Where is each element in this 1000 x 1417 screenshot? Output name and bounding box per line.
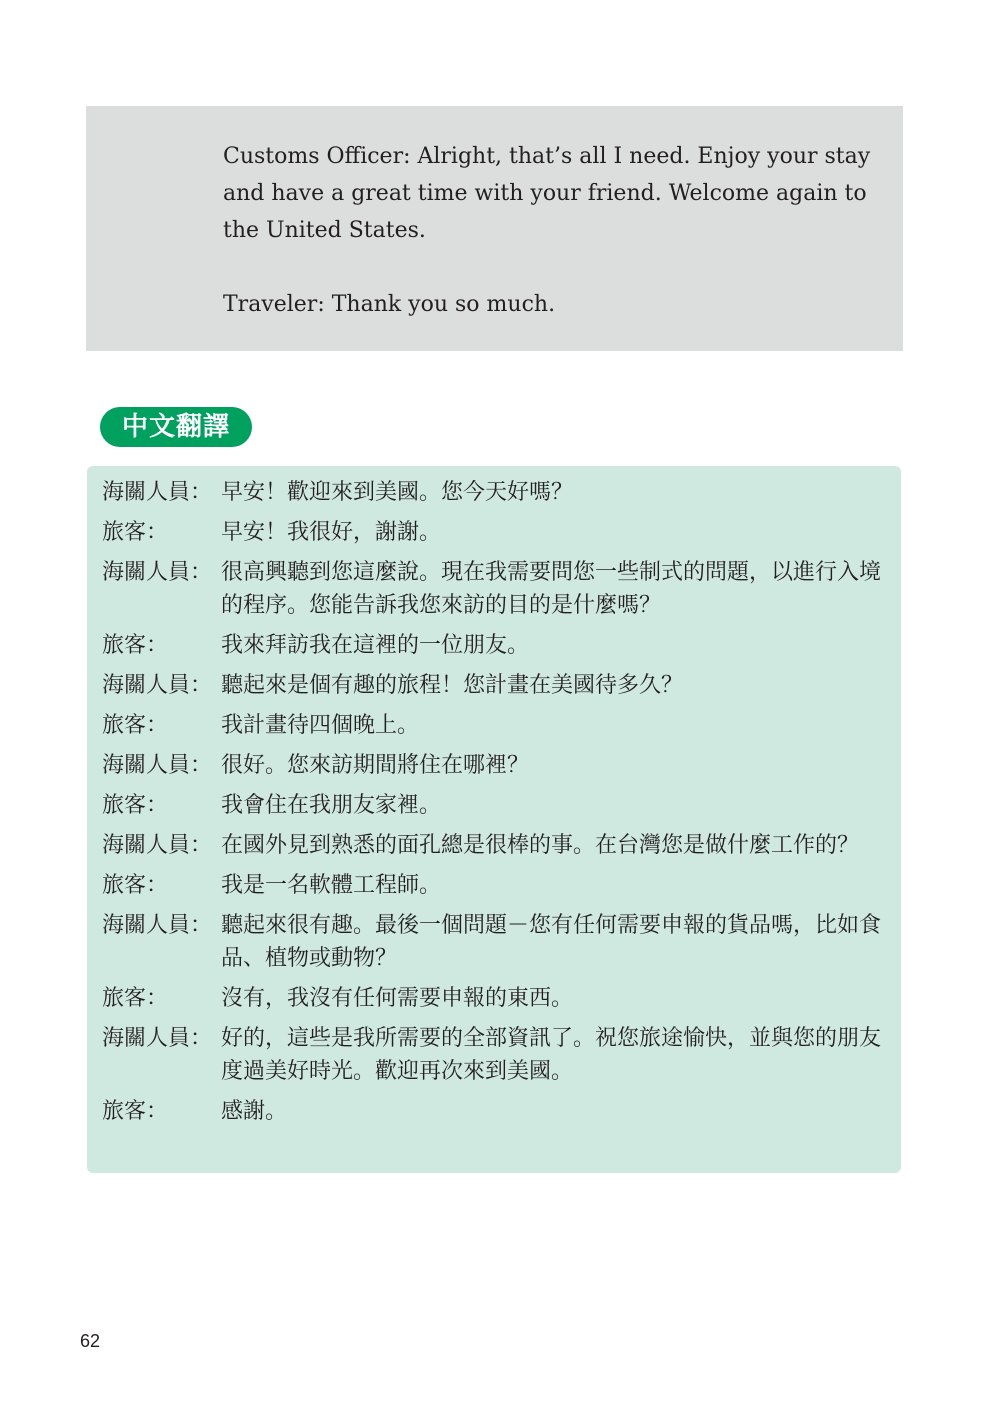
translation-dialogue [102,476,892,1135]
dialogue-speaker: 海關人員： [102,560,213,585]
dialogue-row [102,789,892,822]
dialogue-text: 我計畫待四個晚上。 [221,713,420,738]
dialogue-row [102,982,892,1015]
dialogue-text: 聽起來是個有趣的旅程！您計畫在美國待多久？ [221,673,684,698]
dialogue-speaker: 海關人員： [102,833,213,858]
dialogue-speaker: 旅客： [102,520,169,545]
dialogue-text: 我會住在我朋友家裡。 [221,793,442,818]
english-line-traveler: Traveler: Thank you so much. [223,292,556,317]
dialogue-row [102,1022,892,1088]
dialogue-text: 感謝。 [221,1099,288,1124]
dialogue-text: 早安！我很好，謝謝。 [221,520,442,545]
english-dialogue-box [86,106,903,351]
dialogue-speaker: 海關人員： [102,913,213,938]
dialogue-text: 好的，這些是我所需要的全部資訊了。祝您旅途愉快，並與您的朋友度過美好時光。歡迎再次來到美國。 [221,1026,882,1084]
dialogue-text: 很高興聽到您這麼說。現在我需要問您一些制式的問題，以進行入境的程序。您能告訴我您來訪的目的是什麼嗎？ [221,560,882,618]
dialogue-speaker: 旅客： [102,633,169,658]
dialogue-text: 在國外見到熟悉的面孔總是很棒的事。在台灣您是做什麼工作的？ [221,833,860,858]
dialogue-row [102,749,892,782]
dialogue-row [102,476,892,509]
dialogue-text: 我來拜訪我在這裡的一位朋友。 [221,633,530,658]
translation-heading: 中文翻譯 [100,407,252,447]
dialogue-speaker: 海關人員： [102,480,213,505]
dialogue-speaker: 旅客： [102,986,169,1011]
page-number: 62 [80,1331,101,1351]
dialogue-row [102,669,892,702]
dialogue-speaker: 旅客： [102,713,169,738]
english-line-officer: Customs Officer: Alright, that’s all I need. Enjoy your stay and have a great time with your friend. Welcome again to the United States. [223,144,871,243]
dialogue-row [102,556,892,622]
dialogue-row [102,909,892,975]
dialogue-speaker: 海關人員： [102,1026,213,1051]
dialogue-row [102,709,892,742]
dialogue-speaker: 海關人員： [102,753,213,778]
english-dialogue [223,138,873,360]
dialogue-row [102,869,892,902]
dialogue-text: 我是一名軟體工程師。 [221,873,442,898]
dialogue-text: 沒有，我沒有任何需要申報的東西。 [221,986,574,1011]
dialogue-text: 聽起來很有趣。最後一個問題－您有任何需要申報的貨品嗎，比如食品、植物或動物？ [221,913,882,971]
dialogue-row [102,1095,892,1128]
dialogue-text: 很好。您來訪期間將住在哪裡？ [221,753,530,778]
dialogue-text: 早安！歡迎來到美國。您今天好嗎？ [221,480,574,505]
dialogue-row [102,629,892,662]
dialogue-row [102,829,892,862]
dialogue-speaker: 旅客： [102,793,169,818]
translation-box [87,466,901,1173]
dialogue-speaker: 旅客： [102,873,169,898]
dialogue-speaker: 海關人員： [102,673,213,698]
dialogue-row [102,516,892,549]
dialogue-speaker: 旅客： [102,1099,169,1124]
